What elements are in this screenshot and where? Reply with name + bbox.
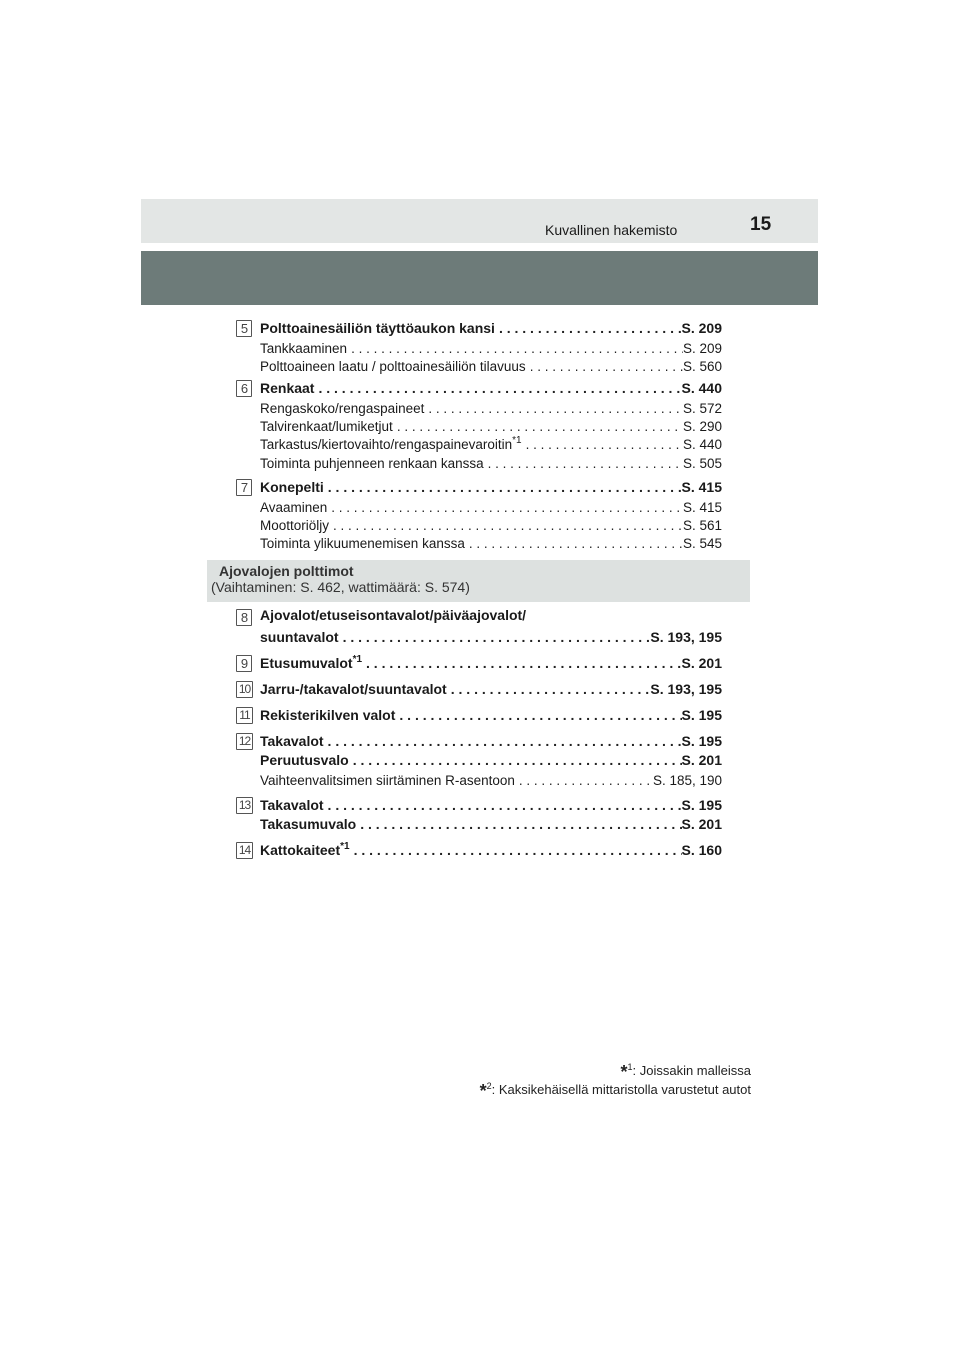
- footnote: *$^1$: Joissakin malleissa: [620, 1062, 751, 1082]
- callout-number: 7: [236, 479, 252, 496]
- footnote-ref: *1: [340, 841, 350, 852]
- index-line[interactable]: Polttoaineen laatu / polttoainesäiliön tilavuus . . . S. 560: [260, 356, 722, 374]
- index-line[interactable]: Toiminta ylikuumenemisen kanssa . . . S. 545: [260, 533, 722, 551]
- index-line[interactable]: Vaihteenvalitsimen siirtäminen R-asentoon . . . S. 185, 190: [260, 770, 722, 788]
- index-line[interactable]: suuntavalot . . . S. 193, 195: [260, 627, 722, 645]
- index-line[interactable]: Rekisterikilven valot . . . S. 195: [260, 705, 722, 723]
- index-line[interactable]: Tarkastus/kiertovaihto/rengaspainevaroitin$^{*1}$ . . . S. 440: [260, 434, 722, 452]
- note-subtitle: (Vaihtaminen: S. 462, wattimäärä: S. 574): [211, 579, 470, 595]
- index-line[interactable]: Peruutusvalo . . . S. 201: [260, 750, 722, 768]
- footnote-ref: *1: [352, 654, 363, 665]
- bulbs-note-box: [207, 560, 750, 602]
- index-line[interactable]: Talvirenkaat/lumiketjut . . . S. 290: [260, 416, 722, 434]
- index-line[interactable]: Avaaminen . . . S. 415: [260, 497, 722, 515]
- header-band: [141, 199, 818, 243]
- footnote-ref: *1: [512, 435, 522, 446]
- index-line[interactable]: Rengaskoko/rengaspaineet . . . S. 572: [260, 398, 722, 416]
- index-line-prefix: Ajovalot/etuseisontavalot/päiväajovalot/: [260, 607, 527, 623]
- index-line[interactable]: Polttoainesäiliön täyttöaukon kansi . . . S. 209: [260, 318, 722, 336]
- index-line[interactable]: Moottoriöljy . . . S. 561: [260, 515, 722, 533]
- section-title: Kuvallinen hakemisto: [545, 222, 678, 238]
- callout-number: 9: [236, 655, 252, 672]
- title-band: [141, 251, 818, 305]
- index-line[interactable]: Kattokaiteet$^{*1}$ . . . S. 160: [260, 840, 722, 858]
- index-line[interactable]: Renkaat . . . S. 440: [260, 378, 722, 396]
- callout-number: 12: [236, 733, 253, 750]
- footnotes: [480, 1062, 751, 1100]
- index-line[interactable]: Toiminta puhjenneen renkaan kanssa . . . S. 505: [260, 453, 722, 471]
- index-line[interactable]: Tankkaaminen . . . S. 209: [260, 338, 722, 356]
- callout-number: 14: [236, 842, 253, 859]
- callout-number: 8: [236, 609, 252, 626]
- callout-number: 13: [236, 797, 253, 814]
- index-line[interactable]: Takasumuvalo . . . S. 201: [260, 814, 722, 832]
- callout-number: 5: [236, 320, 252, 337]
- page-number: 15: [750, 214, 772, 235]
- footnote: *$^2$: Kaksikehäisellä mittaristolla varustetut autot: [479, 1081, 751, 1101]
- index-line[interactable]: Takavalot . . . S. 195: [260, 795, 722, 813]
- index-line[interactable]: Etusumuvalot$^{*1}$ . . . S. 201: [260, 653, 722, 671]
- callout-number: 10: [236, 681, 253, 698]
- index-line[interactable]: Jarru-/takavalot/suuntavalot . . . S. 193, 195: [260, 679, 722, 697]
- index-line[interactable]: Konepelti . . . S. 415: [260, 477, 722, 495]
- note-title: Ajovalojen polttimot: [219, 563, 354, 579]
- index-line[interactable]: Takavalot . . . S. 195: [260, 731, 722, 749]
- callout-number: 6: [236, 380, 252, 397]
- callout-number: 11: [236, 707, 253, 724]
